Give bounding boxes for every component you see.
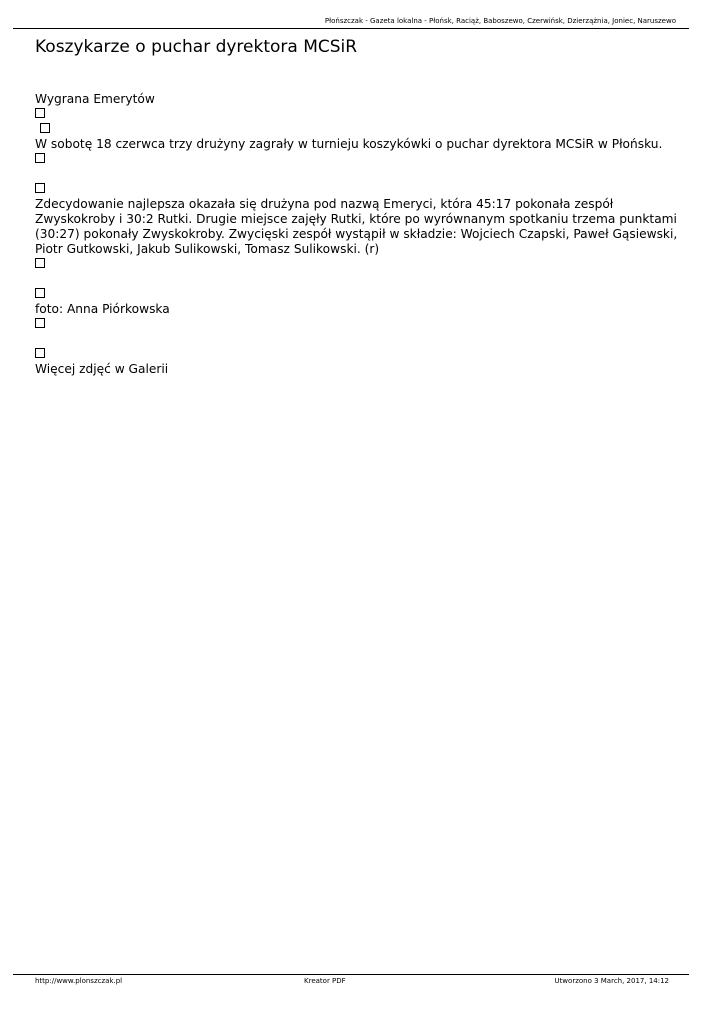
article-body: Zdecydowanie najlepsza okazała się drużyna pod nazwą Emeryci, która 45:17 pokonała zespół Zwyskokroby i 30:2 Rutki. Drugie miejsce zajęły Rutki, które po wyrównanym spotkaniu trzema punktami (30:27) pokonały Zwyskokroby. Zwycięski zespół wystąpił w składzie: Wojciech Czapski, Paweł Gąsiewski, Piotr Gutkowski, Jakub Sulikowski, Tomasz Sulikowski. (r) [35, 197, 678, 256]
article-subtitle: Wygrana Emerytów [35, 92, 155, 106]
missing-image-icon [35, 183, 45, 193]
article-intro: W sobotę 18 czerwca trzy drużyny zagrały w turnieju koszykówki o puchar dyrektora MCSiR w Płońsku. [35, 137, 663, 151]
article-title: Koszykarze o puchar dyrektora MCSiR [35, 37, 358, 57]
missing-image-icon [35, 318, 45, 328]
header-divider [13, 28, 689, 29]
photo-credit: foto: Anna Piórkowska [35, 302, 170, 316]
header-site-line: Płońszczak - Gazeta lokalna - Płońsk, Raciąż, Baboszewo, Czerwińsk, Dzierzążnia, Joniec, Naruszewo [324, 17, 676, 25]
missing-image-icon [35, 348, 45, 358]
gallery-link[interactable]: Więcej zdjęć w Galerii [35, 362, 169, 376]
missing-image-icon [40, 123, 50, 133]
footer-created-date: Utworzono 3 March, 2017, 14:12 [554, 977, 669, 985]
missing-image-icon [35, 153, 45, 163]
missing-image-icon [35, 108, 45, 118]
footer-divider [13, 974, 689, 975]
missing-image-icon [35, 288, 45, 298]
footer-url[interactable]: http://www.plonszczak.pl [35, 977, 123, 985]
missing-image-icon [35, 258, 45, 268]
footer-generator: Kreator PDF [304, 977, 346, 985]
article-content [35, 92, 685, 377]
